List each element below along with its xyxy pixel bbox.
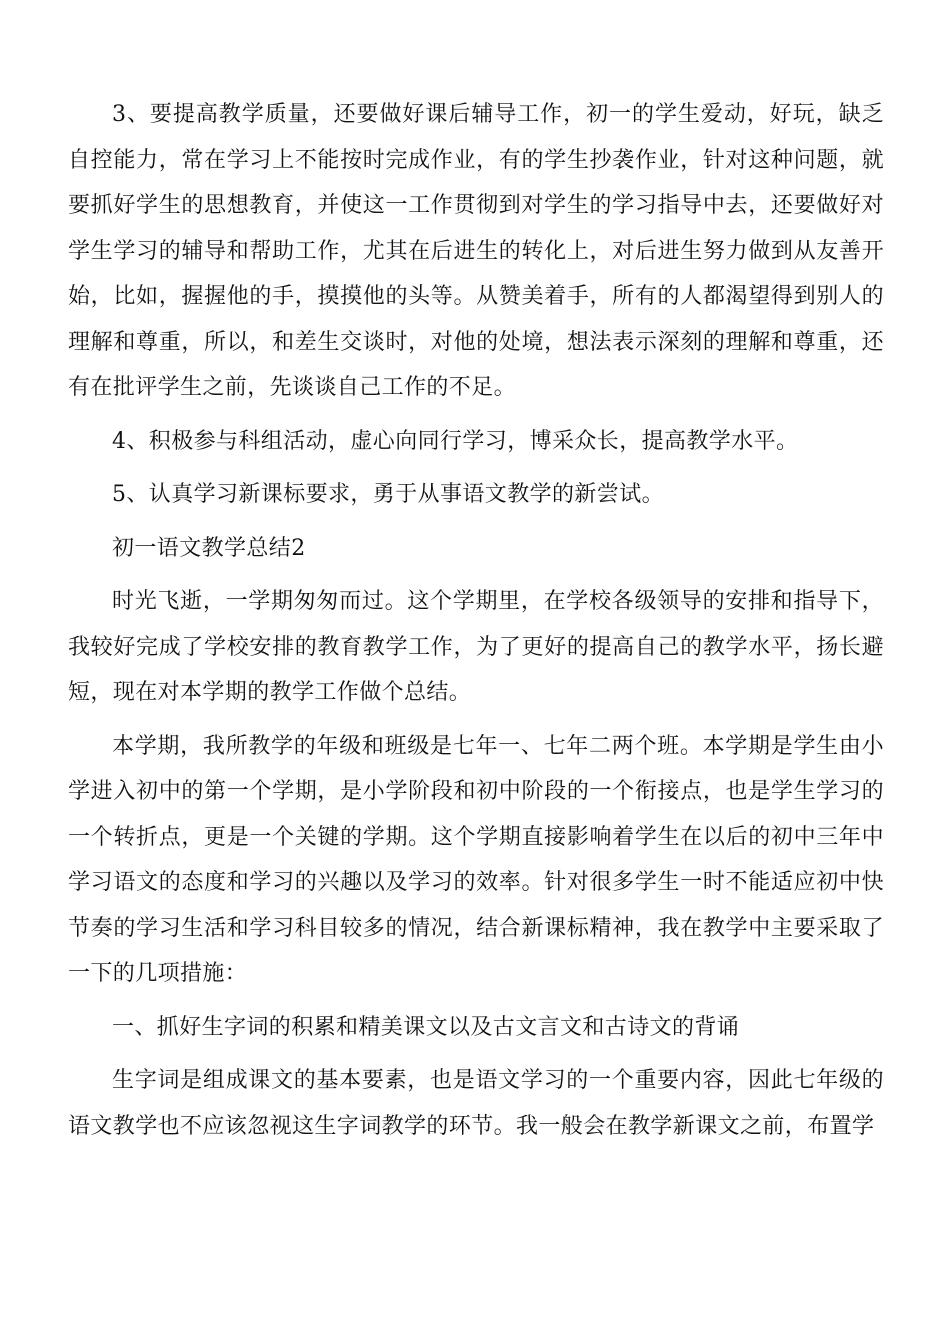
paragraph-classes: 本学期，我所教学的年级和班级是七年一、七年二两个班。本学期是学生由小学进入初中的第一个学期，是小学阶段和初中阶段的一个衔接点，也是学生学习的一个转折点，更是一个关键的学期。这个学期直接影响着学生在以后的初中三年中学习语文的态度和学习的兴趣以及学习的效率。针对很多学生一时不能适应初中快节奏的学习生活和学习科目较多的情况，结合新课标精神，我在教学中主要采取了一下的几项措施：	[68, 733, 884, 986]
subheading-vocabulary: 一、抓好生字词的积累和精美课文以及古文言文和古诗文的背诵	[112, 1014, 740, 1040]
paragraph-tutoring: 3、要提高教学质量，还要做好课后辅导工作，初一的学生爱动，好玩，缺乏自控能力，常在学习上不能按时完成作业，有的学生抄袭作业，针对这种问题，就要抓好学生的思想教育，并使这一工作贯彻到对学生的学习指导中去，还要做好对学生学习的辅导和帮助工作，尤其在后进生的转化上，对后进生努力做到从友善开始，比如，握握他的手，摸摸他的头等。从赞美着手，所有的人都渴望得到别人的理解和尊重，所以，和差生交谈时，对他的处境，想法表示深刻的理解和尊重，还有在批评学生之前，先谈谈自己工作的不足。	[68, 102, 884, 400]
paragraph-semester-intro: 时光飞逝，一学期匆匆而过。这个学期里，在学校各级领导的安排和指导下，我较好完成了学校安排的教育教学工作，为了更好的提高自己的教学水平，扬长避短，现在对本学期的教学工作做个总结。	[68, 589, 884, 705]
section-heading: 初一语文教学总结2	[112, 535, 306, 561]
paragraph-teaching-group: 4、积极参与科组活动，虚心向同行学习，博采众长，提高教学水平。	[112, 428, 799, 454]
paragraph-vocabulary: 生字词是组成课文的基本要素，也是语文学习的一个重要内容，因此七年级的语文教学也不应该忽视这生字词教学的环节。我一般会在教学新课文之前，布置学	[68, 1068, 884, 1139]
document-page	[68, 92, 884, 1149]
paragraph-new-curriculum: 5、认真学习新课标要求，勇于从事语文教学的新尝试。	[112, 482, 664, 507]
